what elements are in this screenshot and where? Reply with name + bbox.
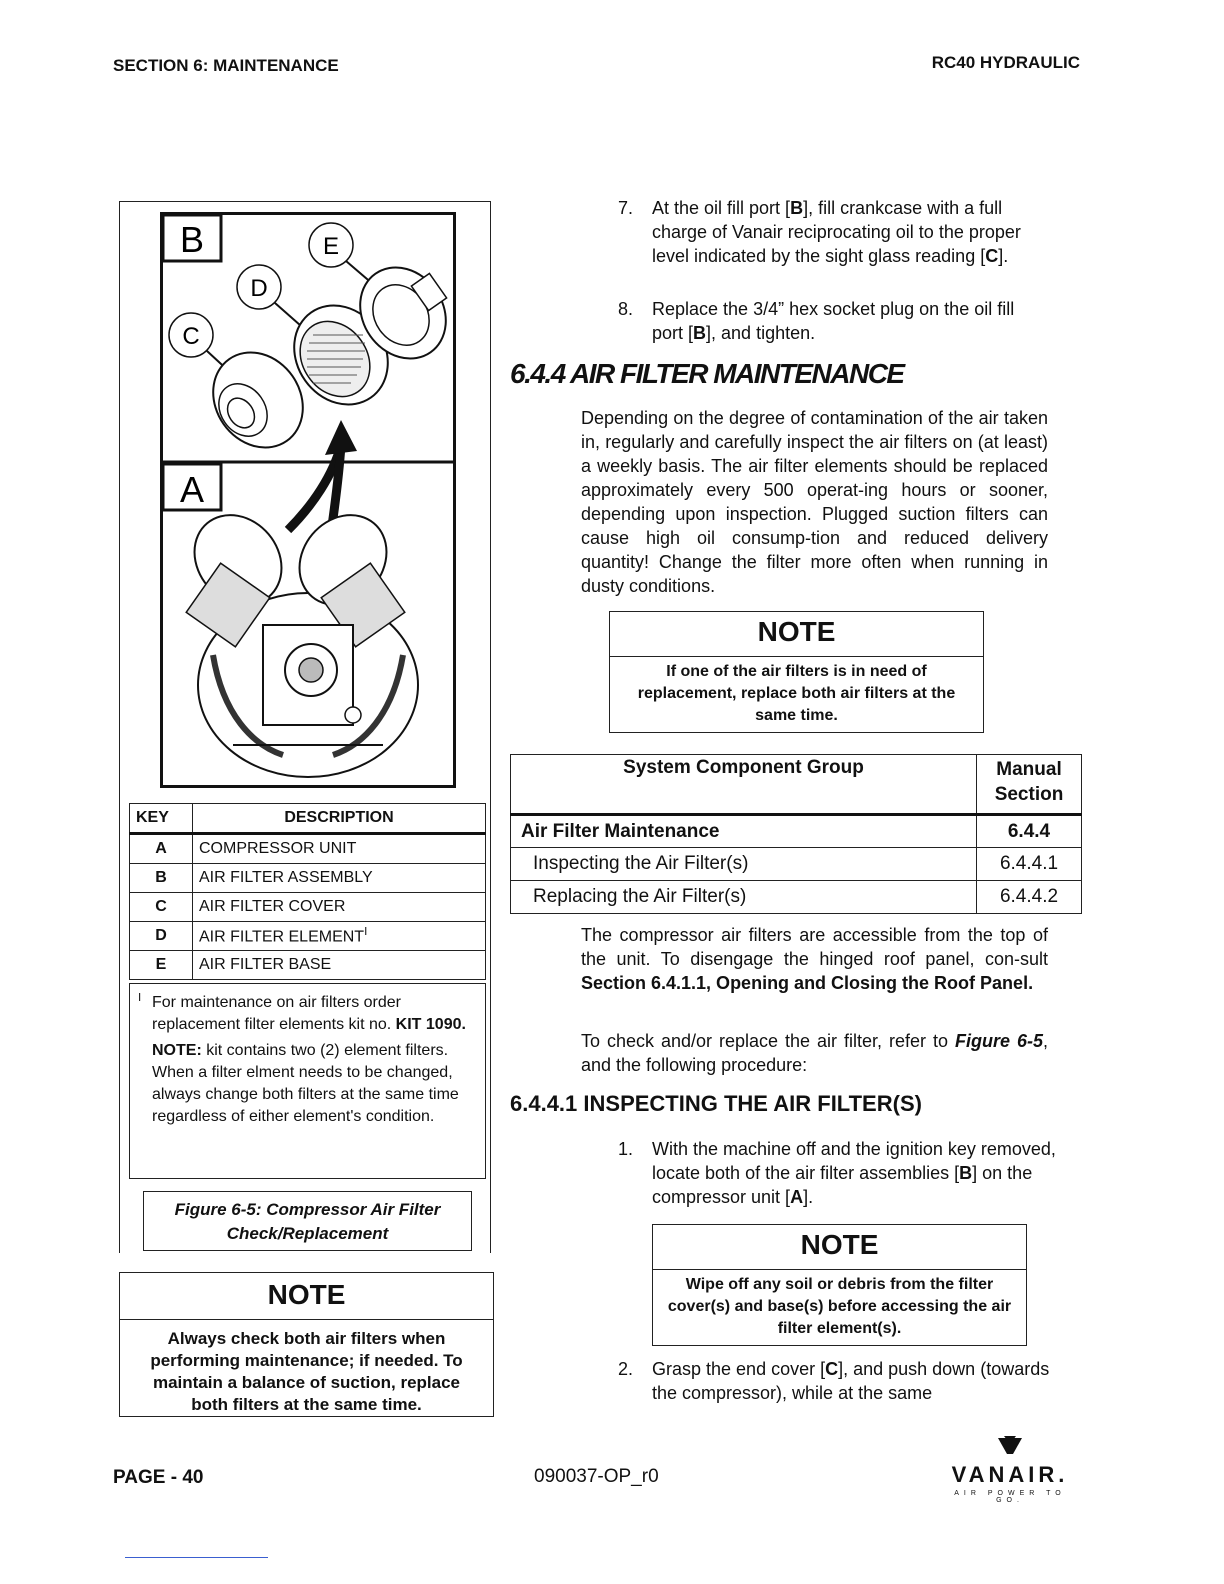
table-row: D AIR FILTER $ELEMENT^Ⅰ$: [130, 922, 486, 951]
callout-e: E: [322, 233, 340, 260]
callout-a: A: [179, 469, 205, 510]
figure-reference: Figure 6-5: [954, 1031, 1043, 1051]
callout-c: C: [182, 323, 200, 350]
vanair-logo: [940, 1434, 1080, 1504]
note-body: If one of the air filters is in need of replacement, replace both air filters at the same time.: [637, 663, 956, 724]
note-body: Wipe off any soil or debris from the filter cover(s) and base(s) before accessing the air filter element(s).: [667, 1276, 1012, 1337]
model-header: RC40 HYDRAULIC: [931, 53, 1080, 72]
section-reference: Section 6.4.1.1, Opening and Closing the Roof Panel.: [581, 973, 1034, 993]
key-table: [129, 803, 486, 980]
page-number: PAGE - 40: [113, 1467, 204, 1488]
note-right-1: [609, 611, 984, 733]
footnote-mark: Ⅰ: [364, 926, 368, 939]
table-row: B AIR FILTER ASSEMBLY: [130, 864, 486, 893]
figure-illustration: [160, 212, 456, 788]
note-body: Always check both air filters when performing maintenance; if needed. To maintain a balance of suction, replace both filters at the same time.: [150, 1329, 463, 1414]
section-6-4-4-body: Depending on the degree of contamination of the air taken in, regularly and carefully inspect the air filters on (at least) a weekly basis. The air filter elements should be replaced approximately every 500 operat-ing hours or sooner, depending upon inspection. Plugged suction filters can cause high oil consump-tion and reduced delivery quantity! Change the filter more often when running in dusty conditions.: [581, 408, 1048, 596]
desc-col-header: DESCRIPTION: [193, 804, 486, 834]
access-paragraph: The compressor air filters are accessible from the top of the unit. To disengage the hinged roof panel, con-sult Section 6.4.1.1, Opening and Closing the Roof Panel.: [581, 925, 1048, 993]
table-row: E AIR FILTER BASE: [130, 951, 486, 980]
note-title: NOTE: [653, 1225, 1026, 1270]
section-title-6-4-4-1: 6.4.4.1 INSPECTING THE AIR FILTER(S): [510, 1091, 922, 1116]
note-right-2: [652, 1224, 1027, 1346]
table-row: C AIR FILTER COVER: [130, 893, 486, 922]
table-row: Inspecting the Air Filter(s) 6.4.4.1: [511, 848, 1082, 881]
step-8: 8. Replace the 3/4” hex socket plug on the oil fill port [B], and tighten.: [618, 299, 1015, 343]
callout-b: B: [179, 219, 205, 260]
system-component-table: [510, 754, 1082, 914]
footnote-box: Ⅰ For maintenance on air filters order replacement filter elements kit no. KIT 1090. NOTE: kit contains two (2) element filters. When a filter elment needs to be changed, always change both filters at the same time regardless of either element's condition.: [129, 983, 486, 1179]
logo-mark-icon: [995, 1434, 1025, 1458]
table-row: A COMPRESSOR UNIT: [130, 834, 486, 864]
compressor-illustration: [163, 215, 453, 785]
check-paragraph: To check and/or replace the air filter, refer to Figure 6-5, and the following procedure:: [581, 1031, 1048, 1075]
step-1: 1. With the machine off and the ignition key removed, locate both of the air filter assemblies [B] on the compressor unit [A].: [618, 1139, 1056, 1207]
table-row: Air Filter Maintenance 6.4.4: [511, 815, 1082, 848]
col-header-group: System Component Group: [511, 755, 977, 815]
document-number: 090037-OP_r0: [534, 1466, 659, 1487]
note-title: NOTE: [610, 612, 983, 657]
note-title: NOTE: [120, 1273, 493, 1320]
table-row: Replacing the Air Filter(s) 6.4.4.2: [511, 881, 1082, 914]
logo-tagline: AIR POWER TO GO.: [954, 1490, 1066, 1504]
bottom-rule: [125, 1557, 268, 1558]
col-header-section: Manual Section: [977, 755, 1082, 815]
callout-d: D: [250, 275, 268, 302]
key-col-header: KEY: [130, 804, 193, 834]
note-left: [119, 1272, 494, 1417]
step-2: 2. Grasp the end cover [C], and push down (towards the compressor), while at the same: [618, 1359, 1050, 1403]
logo-wordmark: VANAIR.: [951, 1462, 1069, 1487]
step-7: 7. At the oil fill port [B], fill crankcase with a full charge of Vanair reciprocating oil to the proper level indicated by the sight glass reading [C].: [618, 198, 1021, 266]
section-title-6-4-4: 6.4.4 AIR FILTER MAINTENANCE: [510, 358, 904, 389]
section-header: SECTION 6: MAINTENANCE: [113, 56, 339, 75]
figure-caption: Figure 6-5: Compressor Air Filter Check/Replacement: [143, 1191, 472, 1251]
